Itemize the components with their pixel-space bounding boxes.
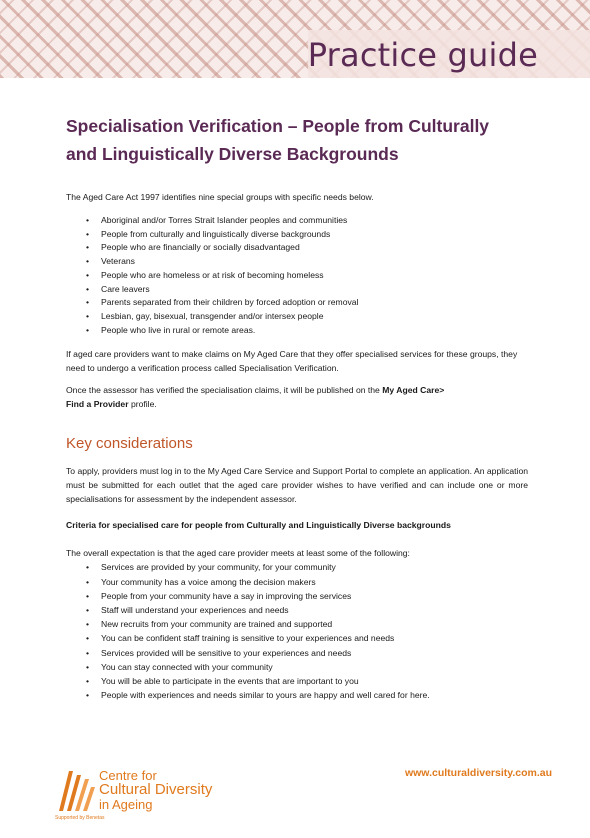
group-list-item: • People who live in rural or remote areas. — [66, 324, 528, 338]
key-considerations-paragraph: To apply, providers must log in to the My Aged Care Service and Support Portal to complete an application. An application must be submitted for each outlet that the aged care provider wishes to have verified and can include one or more specialisations for assessment by the independent assessor. — [66, 466, 528, 505]
my-aged-care-text: My Aged Care> — [382, 385, 445, 396]
header-banner — [0, 0, 590, 78]
criteria-list-item: • Your community has a voice among the decision makers — [66, 575, 528, 589]
criteria-list — [66, 560, 528, 702]
criteria-list-item: • You can stay connected with your community — [66, 660, 528, 674]
criteria-list-item: • People with experiences and needs similar to yours are happy and well cared for here. — [66, 688, 528, 702]
group-list-item: • Veterans — [66, 255, 528, 269]
group-list-item: • Parents separated from their children by forced adoption or removal — [66, 296, 528, 310]
logo-supported-by: Supported by Benetas — [55, 815, 105, 821]
criteria-list-item: • New recruits from your community are trained and supported — [66, 617, 528, 631]
logo-line3: in Ageing — [99, 797, 153, 812]
providers-paragraph: If aged care providers want to make claims on My Aged Care that they offer specialised services for these groups, they need to undergo a verification process called Specialisation Verification. — [66, 349, 518, 374]
document-title-line2: and Linguistically Diverse Backgrounds — [66, 144, 399, 164]
logo-line1: Centre for — [99, 768, 157, 783]
cdia-logo — [55, 767, 255, 823]
criteria-list-item: • People from your community have a say in improving the services — [66, 589, 528, 603]
website-link[interactable]: www.culturaldiversity.com.au — [404, 767, 552, 779]
group-list-item: • People from culturally and linguistically diverse backgrounds — [66, 228, 528, 242]
page-title: Practice guide — [307, 36, 538, 74]
criteria-list-item: • You can be confident staff training is sensitive to your experiences and needs — [66, 631, 528, 645]
cdia-logo-mark — [55, 767, 97, 815]
cdia-logo-text — [99, 769, 212, 811]
group-list-item: • Lesbian, gay, bisexual, transgender and/or intersex people — [66, 310, 528, 324]
document-body — [66, 112, 528, 702]
group-list-item: • Care leavers — [66, 283, 528, 297]
group-list-item: • People who are financially or socially disadvantaged — [66, 241, 528, 255]
document-title — [66, 112, 528, 168]
expectation-paragraph: The overall expectation is that the aged care provider meets at least some of the following: — [66, 548, 410, 559]
document-title-line1: Specialisation Verification – People from Culturally — [66, 116, 490, 136]
intro-paragraph: The Aged Care Act 1997 identifies nine special groups with specific needs below. — [66, 192, 374, 202]
criteria-list-item: • Services are provided by your community, for your community — [66, 560, 528, 574]
group-list-item: • Aboriginal and/or Torres Strait Islander peoples and communities — [66, 214, 528, 228]
key-considerations-heading: Key considerations — [66, 435, 193, 453]
find-provider-text: Find a Provider — [66, 399, 129, 410]
criteria-list-item: • Services provided will be sensitive to your experiences and needs — [66, 646, 528, 660]
published-paragraph — [66, 383, 528, 411]
group-list-item: • People who are homeless or at risk of becoming homeless — [66, 269, 528, 283]
criteria-heading: Criteria for specialised care for people from Culturally and Linguistically Diverse backgrounds — [66, 520, 451, 531]
logo-line2: Cultural Diversity — [99, 781, 213, 798]
special-groups-list — [66, 214, 528, 337]
criteria-list-item: • You will be able to participate in the events that are important to you — [66, 674, 528, 688]
published-text: Once the assessor has verified the specialisation claims, it will be published on the — [66, 385, 383, 396]
published-end-text: profile. — [128, 399, 157, 410]
criteria-list-item: • Staff will understand your experiences and needs — [66, 603, 528, 617]
